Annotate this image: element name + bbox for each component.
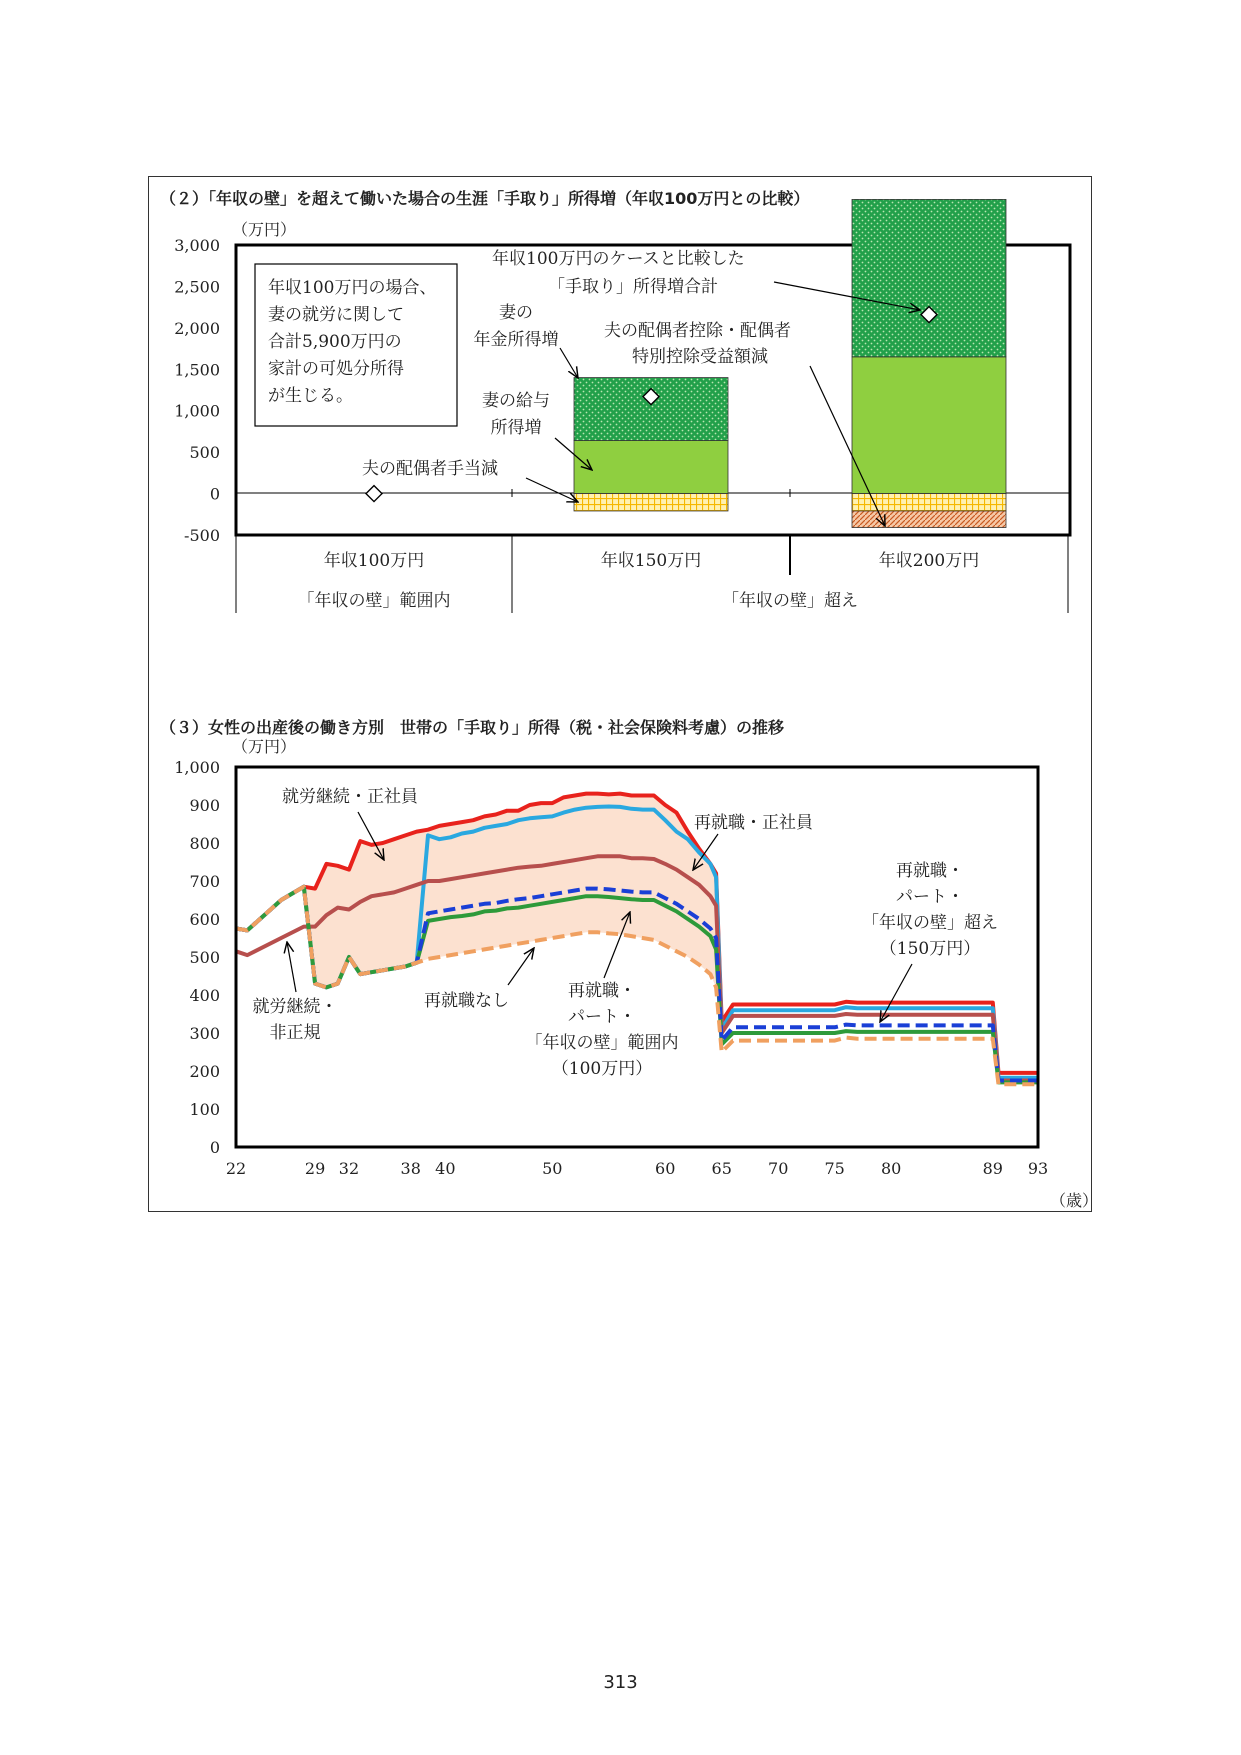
x-tick-label: 80	[880, 1159, 902, 1178]
section3-title: （３）女性の出産後の働き方別 世帯の「手取り」所得（税・社会保険料考慮）の推移	[160, 718, 785, 737]
lifetime-income-bar-chart	[0, 0, 1241, 640]
annotation-hiseiki: 非正規	[269, 1023, 321, 1043]
x-tick-label: 32	[338, 1159, 360, 1178]
x-tick-label: 70	[768, 1159, 789, 1178]
annotation-part-over: パート・	[896, 887, 964, 907]
x-tick-label: 75	[824, 1159, 845, 1178]
y-tick-label: 1,000	[174, 401, 220, 421]
annotation-total: 年収100万円のケースと比較した	[492, 249, 745, 269]
category-label: 年収150万円	[600, 551, 702, 571]
annotation-part-in: パート・	[568, 1007, 636, 1027]
annotation-total: 「手取り」所得増合計	[548, 277, 718, 297]
annotation-part-over: 再就職・	[896, 861, 964, 881]
note-line: 妻の就労に関して	[268, 305, 404, 325]
annotation-allowance: 夫の配偶者手当減	[362, 459, 498, 479]
y-tick-label: 1,000	[174, 758, 220, 777]
y-tick-label: 100	[189, 1100, 220, 1119]
annotation-part-in: 再就職・	[568, 981, 636, 1001]
annotation-part-over: （150万円）	[879, 939, 981, 959]
annotation-nashi: 再就職なし	[424, 991, 509, 1011]
page-number: 313	[603, 1672, 638, 1693]
nashi-arrow	[508, 948, 534, 985]
y-tick-label: 2,000	[174, 318, 220, 338]
y-tick-label: 0	[209, 484, 220, 504]
hiseiki-arrow	[287, 942, 296, 992]
section2-unit-label: （万円）	[232, 220, 297, 239]
annotation-hiseiki: 就労継続・	[252, 997, 338, 1017]
x-tick-label: 38	[400, 1159, 421, 1178]
annotation-wage: 所得増	[490, 418, 542, 438]
note-line: 年収100万円の場合、	[268, 278, 437, 298]
x-tick-label: 29	[304, 1159, 326, 1178]
bar-pension-segment	[852, 199, 1006, 356]
x-unit-label: （歳）	[1050, 1191, 1099, 1210]
category-label: 年収100万円	[323, 551, 425, 571]
group-label-over-wall: 「年収の壁」超え	[722, 591, 858, 611]
bar-wage-segment	[852, 357, 1006, 494]
x-tick-label: 40	[435, 1159, 456, 1178]
note-line: 合計5,900万円の	[268, 332, 402, 352]
x-tick-label: 93	[1027, 1159, 1049, 1178]
annotation-wage: 妻の給与	[482, 391, 550, 411]
bar-allowance-segment	[852, 494, 1006, 511]
annotation-part-in: （100万円）	[551, 1059, 653, 1079]
total-marker	[366, 486, 382, 502]
x-tick-label: 50	[542, 1159, 563, 1178]
y-tick-label: 900	[189, 796, 220, 815]
annotation-pension: 妻の	[499, 303, 533, 323]
annotation-part-over: 「年収の壁」超え	[862, 913, 998, 933]
annotation-deduction: 特別控除受益額減	[632, 347, 768, 367]
group-label-within-wall: 「年収の壁」範囲内	[297, 591, 451, 611]
annotation-re-seishain: 再就職・正社員	[694, 813, 813, 833]
section2-title: （２）「年収の壁」を超えて働いた場合の生涯「手取り」所得増（年収100万円との比較）	[160, 189, 810, 208]
x-tick-label: 22	[225, 1159, 247, 1178]
y-tick-label: 500	[189, 443, 220, 463]
y-tick-label: 700	[189, 872, 220, 891]
y-tick-label: 400	[189, 986, 220, 1005]
annotation-deduction: 夫の配偶者控除・配偶者	[604, 321, 791, 341]
allowance-arrow	[526, 478, 578, 502]
bar-allowance-segment	[574, 494, 728, 511]
bar-wage-segment	[574, 441, 728, 494]
note-line: 家計の可処分所得	[268, 359, 404, 379]
bar-deduction-segment	[852, 511, 1006, 528]
annotation-pension: 年金所得増	[473, 330, 559, 350]
y-tick-label: 800	[189, 834, 220, 853]
note-line: が生じる。	[268, 386, 353, 406]
section3-unit-label: （万円）	[232, 737, 297, 756]
y-tick-label: 1,500	[174, 360, 220, 380]
y-tick-label: 300	[189, 1024, 220, 1043]
y-tick-label: 200	[189, 1062, 220, 1081]
x-tick-label: 60	[655, 1159, 676, 1178]
pension-arrow	[560, 348, 578, 378]
household-income-line-chart	[0, 700, 1241, 1220]
category-label: 年収200万円	[878, 551, 980, 571]
annotation-seishain: 就労継続・正社員	[282, 787, 418, 807]
y-tick-label: 0	[209, 1138, 220, 1157]
x-tick-label: 65	[711, 1159, 732, 1178]
bar-pension-segment	[574, 378, 728, 441]
y-tick-label: 500	[189, 948, 220, 967]
y-tick-label: -500	[184, 526, 220, 545]
y-tick-label: 3,000	[174, 236, 220, 255]
y-tick-label: 600	[189, 910, 220, 929]
y-tick-label: 2,500	[174, 277, 220, 297]
annotation-part-in: 「年収の壁」範囲内	[525, 1033, 679, 1053]
x-tick-label: 89	[982, 1159, 1003, 1178]
